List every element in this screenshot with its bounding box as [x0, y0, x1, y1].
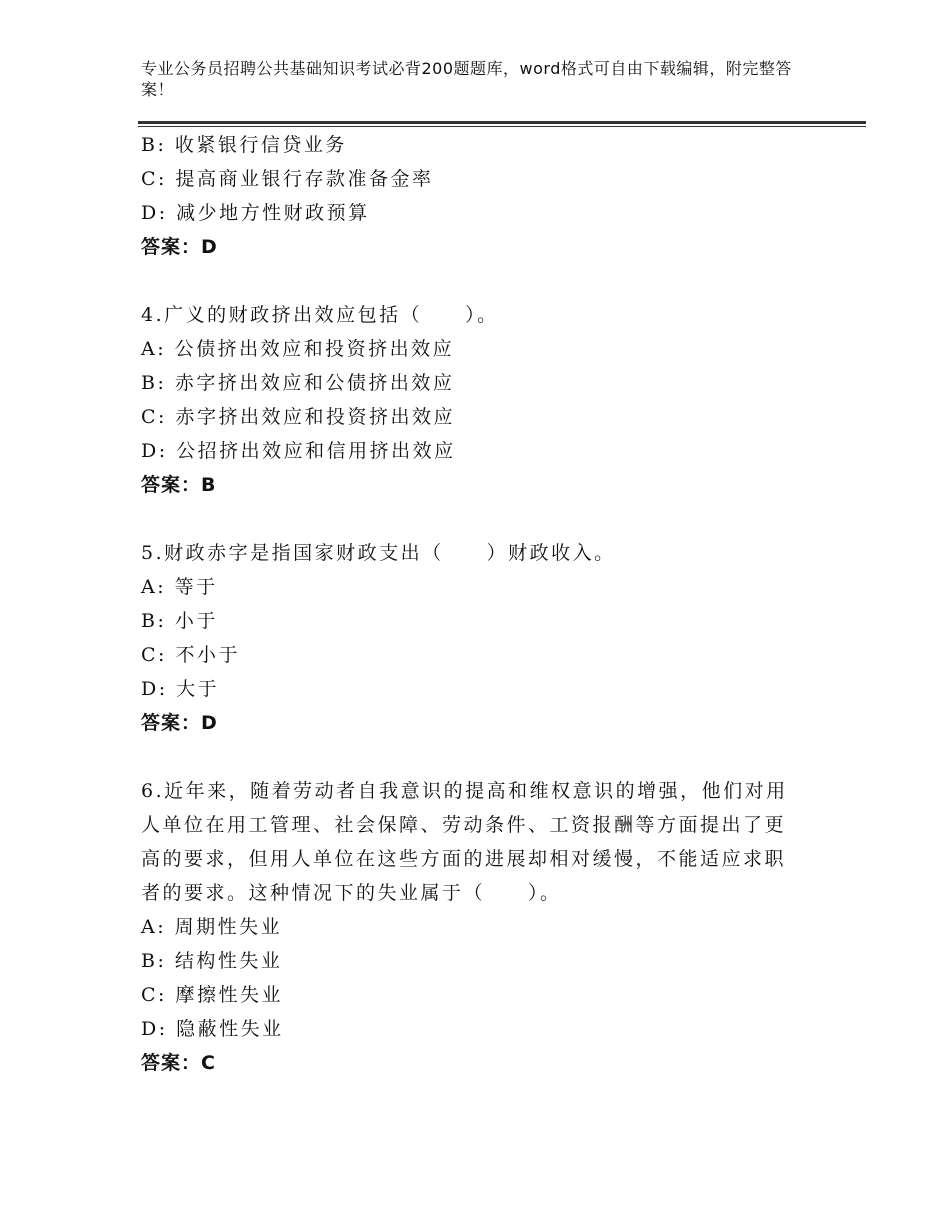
question-text: 4.广义的财政挤出效应包括（ ）。	[141, 304, 499, 326]
question-content	[141, 128, 801, 1080]
option-b: B: 赤字挤出效应和公债挤出效应	[141, 372, 455, 394]
option-d: D: 减少地方性财政预算	[141, 202, 370, 224]
header-rule-thin	[138, 126, 866, 127]
answer-label: 答案：D	[141, 712, 218, 734]
option-a: A: 周期性失业	[141, 916, 283, 938]
answer-label: 答案：C	[141, 1052, 216, 1074]
option-d: D: 公招挤出效应和信用挤出效应	[141, 440, 456, 462]
document-header: 专业公务员招聘公共基础知识考试必背200题题库，word格式可自由下载编辑，附完整答案！	[141, 59, 792, 99]
option-c: C: 赤字挤出效应和投资挤出效应	[141, 406, 455, 428]
question-3-tail	[141, 128, 801, 264]
option-d: D: 隐蔽性失业	[141, 1018, 284, 1040]
answer-label: 答案：D	[141, 236, 218, 258]
question-4	[141, 298, 801, 502]
option-a: A: 等于	[141, 576, 218, 598]
question-text: 5.财政赤字是指国家财政支出（ ）财政收入。	[141, 542, 616, 564]
option-b: B: 小于	[141, 610, 218, 632]
spacer	[141, 740, 801, 774]
option-b: B: 结构性失业	[141, 950, 283, 972]
option-d: D: 大于	[141, 678, 220, 700]
option-a: A: 公债挤出效应和投资挤出效应	[141, 338, 455, 360]
option-c: C: 提高商业银行存款准备金率	[141, 168, 434, 190]
spacer	[141, 502, 801, 536]
option-b: B: 收紧银行信贷业务	[141, 134, 347, 156]
option-c: C: 摩擦性失业	[141, 984, 283, 1006]
answer-label: 答案：B	[141, 474, 217, 496]
header-rule-thick	[138, 121, 866, 124]
option-c: C: 不小于	[141, 644, 240, 666]
spacer	[141, 264, 801, 298]
question-5	[141, 536, 801, 740]
question-6	[141, 774, 801, 1080]
question-text: 6.近年来，随着劳动者自我意识的提高和维权意识的增强，他们对用人单位在用工管理、社会保障、劳动条件、工资报酬等方面提出了更高的要求，但用人单位在这些方面的进展却相对缓慢，不能适应求职者的要求。这种情况下的失业属于（ ）。	[141, 780, 788, 904]
